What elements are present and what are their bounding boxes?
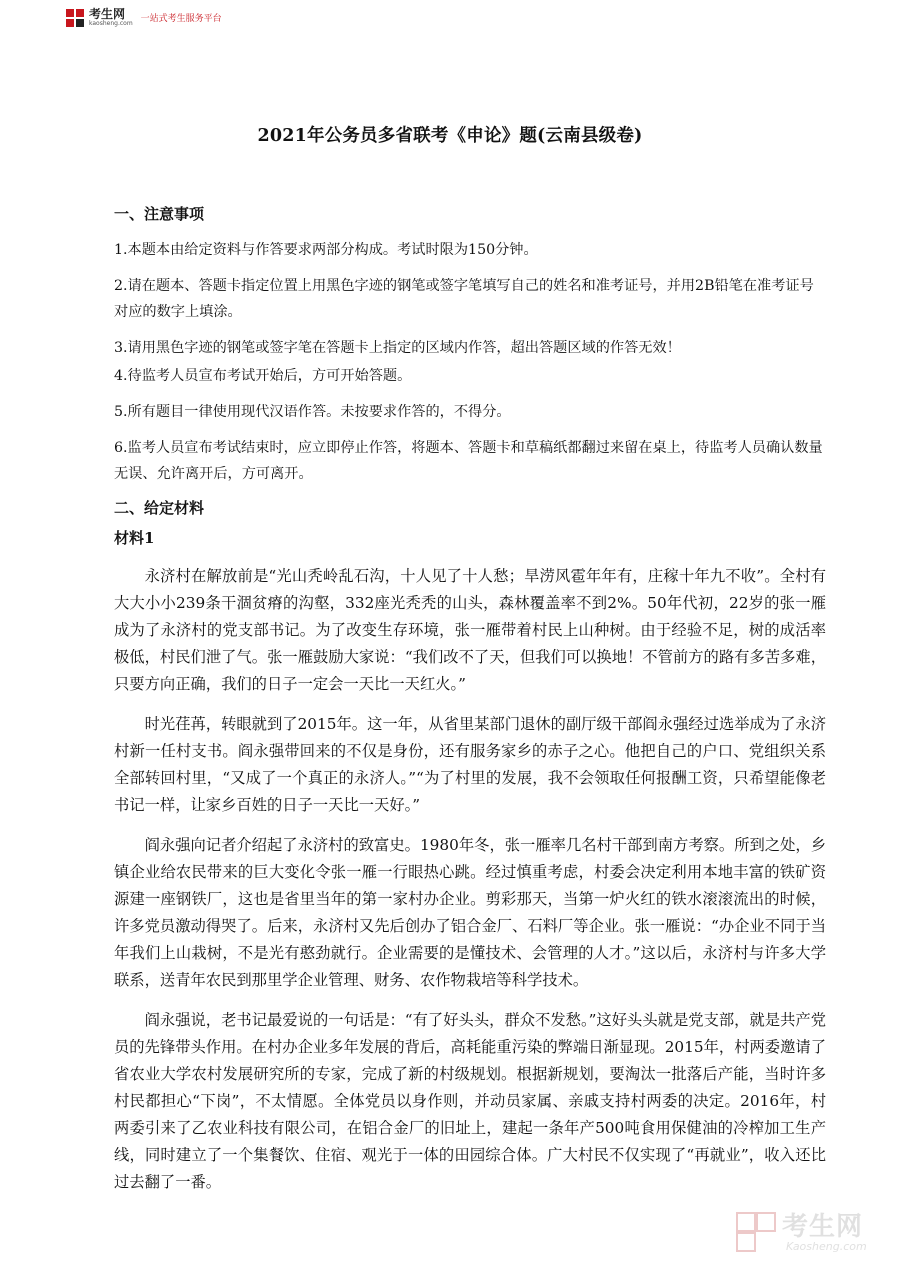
note-item: 4.待监考人员宣布考试开始后，方可开始答题。 <box>114 368 412 384</box>
material-paragraph: 永济村在解放前是“光山秃岭乱石沟，十人见了十人愁；旱涝风雹年年有，庄稼十年九不收”。全村有大大小小239条干涸贫瘠的沟壑，332座光秃秃的山头，森林覆盖率不到2%。50年代初，22岁的张一雁成为了永济村的党支部书记。为了改变生存环境，张一雁带着村民上山种树。由于经验不足，树的成活率极低，村民们泄了气。张一雁鼓励大家说：“我们改不了天，但我们可以换地！不管前方的路有多苦多难，只要方向正确，我们的日子一定会一天比一天红火。” <box>114 567 826 693</box>
site-header <box>66 6 222 28</box>
material-paragraph: 阎永强向记者介绍起了永济村的致富史。1980年冬，张一雁率几名村干部到南方考察。所到之处，乡镇企业给农民带来的巨大变化令张一雁一行眼热心跳。经过慎重考虑，村委会决定利用本地丰富的铁矿资源建一座钢铁厂，这也是省里当年的第一家村办企业。剪彩那天，当第一炉火红的铁水滚滚流出的时候，许多党员激动得哭了。后来，永济村又先后创办了铝合金厂、石料厂等企业。张一雁说：“办企业不同于当年我们上山栽树，不是光有憨劲就行。企业需要的是懂技术、会管理的人才。”这以后，永济村与许多大学联系，送青年农民到那里学企业管理、财务、农作物栽培等科学技术。 <box>114 836 826 989</box>
note-item: 5.所有题目一律使用现代汉语作答。未按要求作答的，不得分。 <box>114 404 511 420</box>
section-heading-materials: 二、给定材料 <box>114 499 205 517</box>
material-title: 材料1 <box>114 529 155 547</box>
note-item: 2.请在题本、答题卡指定位置上用黑色字迹的钢笔或签字笔填写自己的姓名和准考证号，并用2B铅笔在准考证号对应的数字上填涂。 <box>114 278 814 320</box>
material-paragraph: 阎永强说，老书记最爱说的一句话是：“有了好头头，群众不发愁。”这好头头就是党支部，就是共产党员的先锋带头作用。在村办企业多年发展的背后，高耗能重污染的弊端日渐显现。2015年，村两委邀请了省农业大学农村发展研究所的专家，完成了新的村级规划。根据新规划，要淘汰一批落后产能，当时许多村民都担心“下岗”，不太情愿。全体党员以身作则，并动员家属、亲戚支持村两委的决定。2016年，村两委引来了乙农业科技有限公司，在铝合金厂的旧址上，建起一条年产500吨食用保健油的冷榨加工生产线，同时建立了一个集餐饮、住宿、观光于一体的田园综合体。广大村民不仅实现了“再就业”，收入还比过去翻了一番。 <box>114 1011 826 1191</box>
note-item: 3.请用黑色字迹的钢笔或签字笔在答题卡上指定的区域内作答，超出答题区域的作答无效！ <box>114 340 681 356</box>
note-item: 6.监考人员宣布考试结束时，应立即停止作答，将题本、答题卡和草稿纸都翻过来留在桌上，待监考人员确认数量无误、允许离开后，方可离开。 <box>114 440 823 482</box>
section-heading-notes: 一、注意事项 <box>114 205 205 223</box>
logo-domain: kaosheng.com <box>89 19 133 27</box>
watermark <box>734 1206 874 1256</box>
note-item: 1.本题本由给定资料与作答要求两部分构成。考试时限为150分钟。 <box>114 242 538 258</box>
watermark-text: 考生网 <box>782 1212 864 1242</box>
logo <box>89 8 133 27</box>
material-paragraph: 时光荏苒，转眼就到了2015年。这一年，从省里某部门退休的副厅级干部阎永强经过选举成为了永济村新一任村支书。阎永强带回来的不仅是身份，还有服务家乡的赤子之心。他把自己的户口、党组织关系全部转回村里，“又成了一个真正的永济人。”“为了村里的发展，我不会领取任何报酬工资，只希望能像老书记一样，让家乡百姓的日子一天比一天好。” <box>114 715 826 814</box>
logo-icon <box>66 7 86 27</box>
logo-name: 考生网 <box>89 6 126 21</box>
document-title: 2021年公务员多省联考《申论》题(云南县级卷) <box>257 126 643 146</box>
document-body <box>114 203 826 1209</box>
watermark-logo-icon <box>734 1210 778 1254</box>
watermark-domain: Kaosheng.com <box>786 1240 867 1253</box>
site-slogan: 一站式考生服务平台 <box>140 13 222 24</box>
